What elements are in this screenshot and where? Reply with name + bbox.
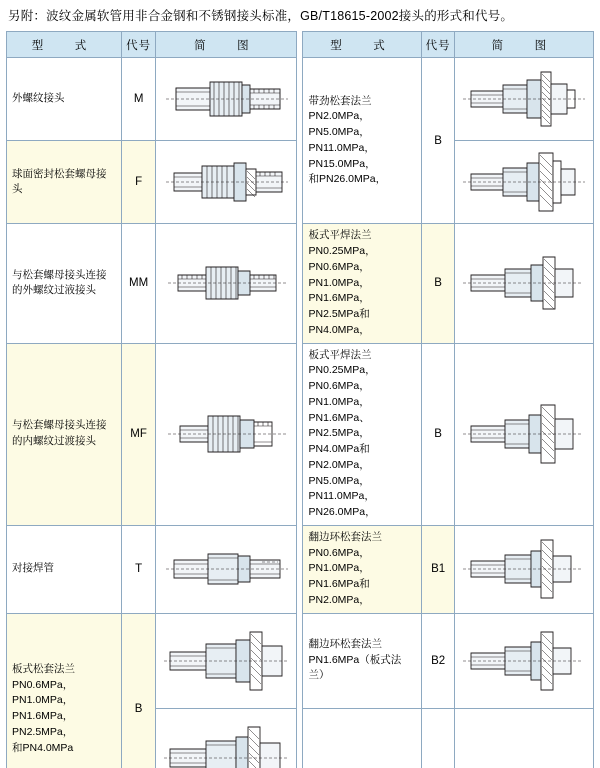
table-row [7,613,594,708]
cell-type-mf: 与松套螺母接头连接的内螺纹过渡接头 [7,343,122,525]
table-row [7,525,594,613]
cell-figure-b-plate-1 [156,613,297,708]
header-type-right: 型 式 [303,32,422,58]
table-row [7,343,594,525]
header-code-left: 代号 [121,32,155,58]
header-figure-left: 简 图 [156,32,297,58]
cell-code-b1: B1 [422,525,454,613]
ribbed-lap-joint-flange-icon-2 [457,141,591,223]
cell-code-b-slip1: B [422,224,454,343]
table-row [7,224,594,343]
cell-code-b-ribbed: B [422,58,454,224]
cell-figure-b1 [454,525,593,613]
cell-type-empty [303,708,422,768]
cell-type-b2: 翻边环松套法兰 PN1.6MPa（板式法兰） [303,613,422,708]
cell-code-t: T [121,525,155,613]
cell-figure-b-ribbed-1 [454,58,593,141]
cell-figure-f [156,141,297,224]
flanged-ring-lap-joint-icon-2 [457,614,591,708]
cell-type-f: 球面密封松套螺母接头 [7,141,122,224]
plate-lap-joint-flange-icon-2 [158,709,294,768]
cell-figure-b-ribbed-2 [454,141,593,224]
cell-code-f: F [121,141,155,224]
male-thread-fitting-icon [158,58,294,140]
plate-lap-joint-flange-icon [158,614,294,708]
cell-figure-m [156,58,297,141]
table-row [7,58,594,141]
plate-slip-on-weld-flange-icon-2 [457,389,591,479]
fitting-standard-table [6,31,594,768]
cell-code-m: M [121,58,155,141]
cell-type-b-plate: 板式松套法兰 PN0.6MPa，PN1.0MPa， PN1.6MPa，PN2.5MPa， 和PN4.0MPa [7,613,122,768]
cell-figure-b-plate-2 [156,708,297,768]
header-figure-right: 简 图 [454,32,593,58]
female-thread-transition-icon [158,392,294,476]
cell-code-empty [422,708,454,768]
cell-type-b-ribbed: 带劲松套法兰 PN2.0MPa，PN5.0MPa， PN11.0MPa，PN15.0MPa， 和PN26.0MPa， [303,58,422,224]
cell-figure-b2 [454,613,593,708]
flanged-ring-lap-joint-icon [457,526,591,612]
cell-type-b1: 翻边环松套法兰 PN0.6MPa，PN1.0MPa， PN1.6MPa和PN2.0MPa， [303,525,422,613]
cell-code-b2: B2 [422,613,454,708]
cell-code-b-plate: B [121,613,155,768]
cell-code-mm: MM [121,224,155,343]
cell-type-mm: 与松套螺母接头连接的外螺纹过液接头 [7,224,122,343]
cell-figure-t [156,525,297,613]
header-code-right: 代号 [422,32,454,58]
male-thread-transition-icon [158,241,294,325]
cell-type-m: 外螺纹接头 [7,58,122,141]
cell-type-b-slip2: 板式平焊法兰 PN0.25MPa，PN0.6MPa， PN1.0MPa，PN1.6MPa、 PN2.5MPa，PN4.0MPa和 PN2.0MPa，PN5.0MPa， PN11.0MPa，PN26.0MPa， [303,343,422,525]
cell-type-t: 对接焊管 [7,525,122,613]
header-type-left: 型 式 [7,32,122,58]
cell-figure-mf [156,343,297,525]
ribbed-lap-joint-flange-icon [457,58,591,140]
cell-figure-b-slip1 [454,224,593,343]
butt-weld-pipe-icon [158,526,294,612]
table-header [7,32,594,58]
plate-slip-on-weld-flange-icon [457,241,591,325]
cell-figure-b-slip2 [454,343,593,525]
cell-code-b-slip2: B [422,343,454,525]
cell-code-mf: MF [121,343,155,525]
page-title: 另附：波纹金属软管用非合金钢和不锈钢接头标准，GB/T18615-2002接头的形式和代号。 [8,9,514,23]
cell-figure-empty [454,708,593,768]
table-row [7,141,594,224]
spherical-seal-union-nut-icon [158,141,294,223]
cell-type-b-slip1: 板式平焊法兰 PN0.25MPa，PN0.6MPa， PN1.0MPa，PN1.6MPa， PN2.5MPa和PN4.0MPa， [303,224,422,343]
cell-figure-mm [156,224,297,343]
